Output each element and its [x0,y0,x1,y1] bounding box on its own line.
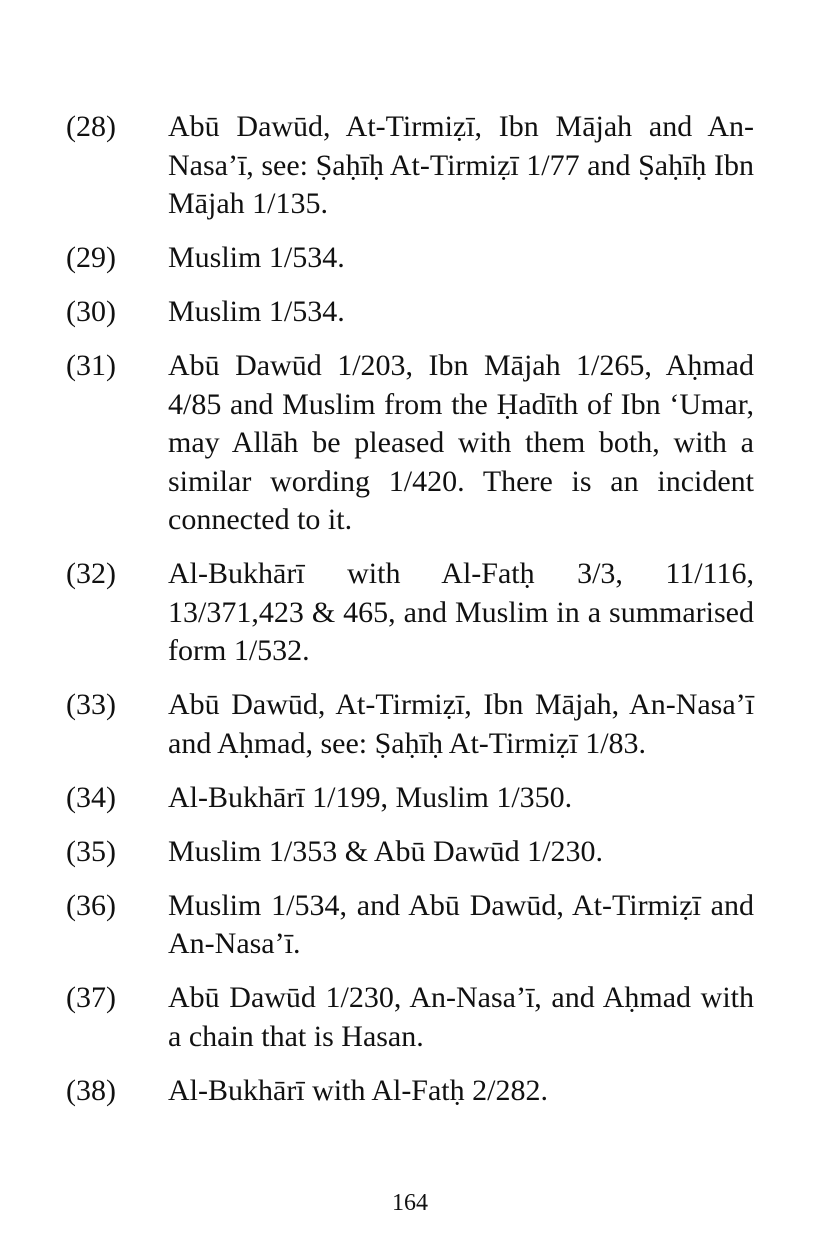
footnote-number: (29) [66,241,116,274]
footnote-text: Abū Dawūd 1/230, An-Nasa’ī, and Aḥmad with a chain that is Hasan. [168,981,754,1053]
footnote-number: (38) [66,1073,116,1107]
footnote-item [66,108,754,224]
footnote-text: Abū Dawūd, At-Tirmiẓī, Ibn Mājah, An-Nasa’ī and Aḥmad, see: Ṣaḥīḥ At-Tirmiẓī 1/83. [168,688,754,760]
footnote-item [66,239,754,278]
footnote-item [66,1072,754,1111]
footnote-text: Muslim 1/534, and Abū Dawūd, At-Tirmiẓī and An-Nasa’ī. [168,888,754,960]
footnote-number: (31) [66,349,116,382]
page-number: 164 [392,1190,428,1216]
footnote-text: Abū Dawūd 1/203, Ibn Mājah 1/265, Aḥmad 4/85 and Muslim from the Ḥadīth of Ibn ‘Umar, may Allāh be pleased with them both, with a similar wording 1/420. There is an incident connected to it. [168,349,754,536]
footnote-item [66,779,754,818]
footnote-list [66,108,754,1126]
footnote-item [66,686,754,763]
footnote-text: Al-Bukhārī 1/199, Muslim 1/350. [168,780,573,814]
footnote-item [66,979,754,1056]
footnote-number: (35) [66,834,116,868]
footnote-number: (34) [66,780,116,814]
footnote-text: Abū Dawūd, At-Tirmiẓī, Ibn Mājah and An-Nasa’ī, see: Ṣaḥīḥ At-Tirmiẓī 1/77 and Ṣaḥīḥ Ibn Mājah 1/135. [168,110,754,220]
footnote-text: Muslim 1/353 & Abū Dawūd 1/230. [168,834,604,868]
footnote-number: (37) [66,981,116,1014]
footnote-item [66,347,754,540]
footnote-item [66,293,754,332]
footnote-text: Muslim 1/534. [168,241,345,274]
footnote-item [66,887,754,964]
footnote-item [66,555,754,671]
footnote-number: (36) [66,888,116,922]
footnote-text: Al-Bukhārī with Al-Fatḥ 2/282. [168,1073,548,1107]
footnote-number: (30) [66,295,116,328]
footnote-number: (33) [66,688,116,721]
footnote-number: (28) [66,110,116,143]
footnote-text: Al-Bukhārī with Al-Fatḥ 3/3, 11/116, 13/371,423 & 465, and Muslim in a summarised form 1/532. [168,557,754,667]
footnote-number: (32) [66,557,116,590]
footnote-item [66,833,754,872]
footnote-text: Muslim 1/534. [168,295,345,328]
